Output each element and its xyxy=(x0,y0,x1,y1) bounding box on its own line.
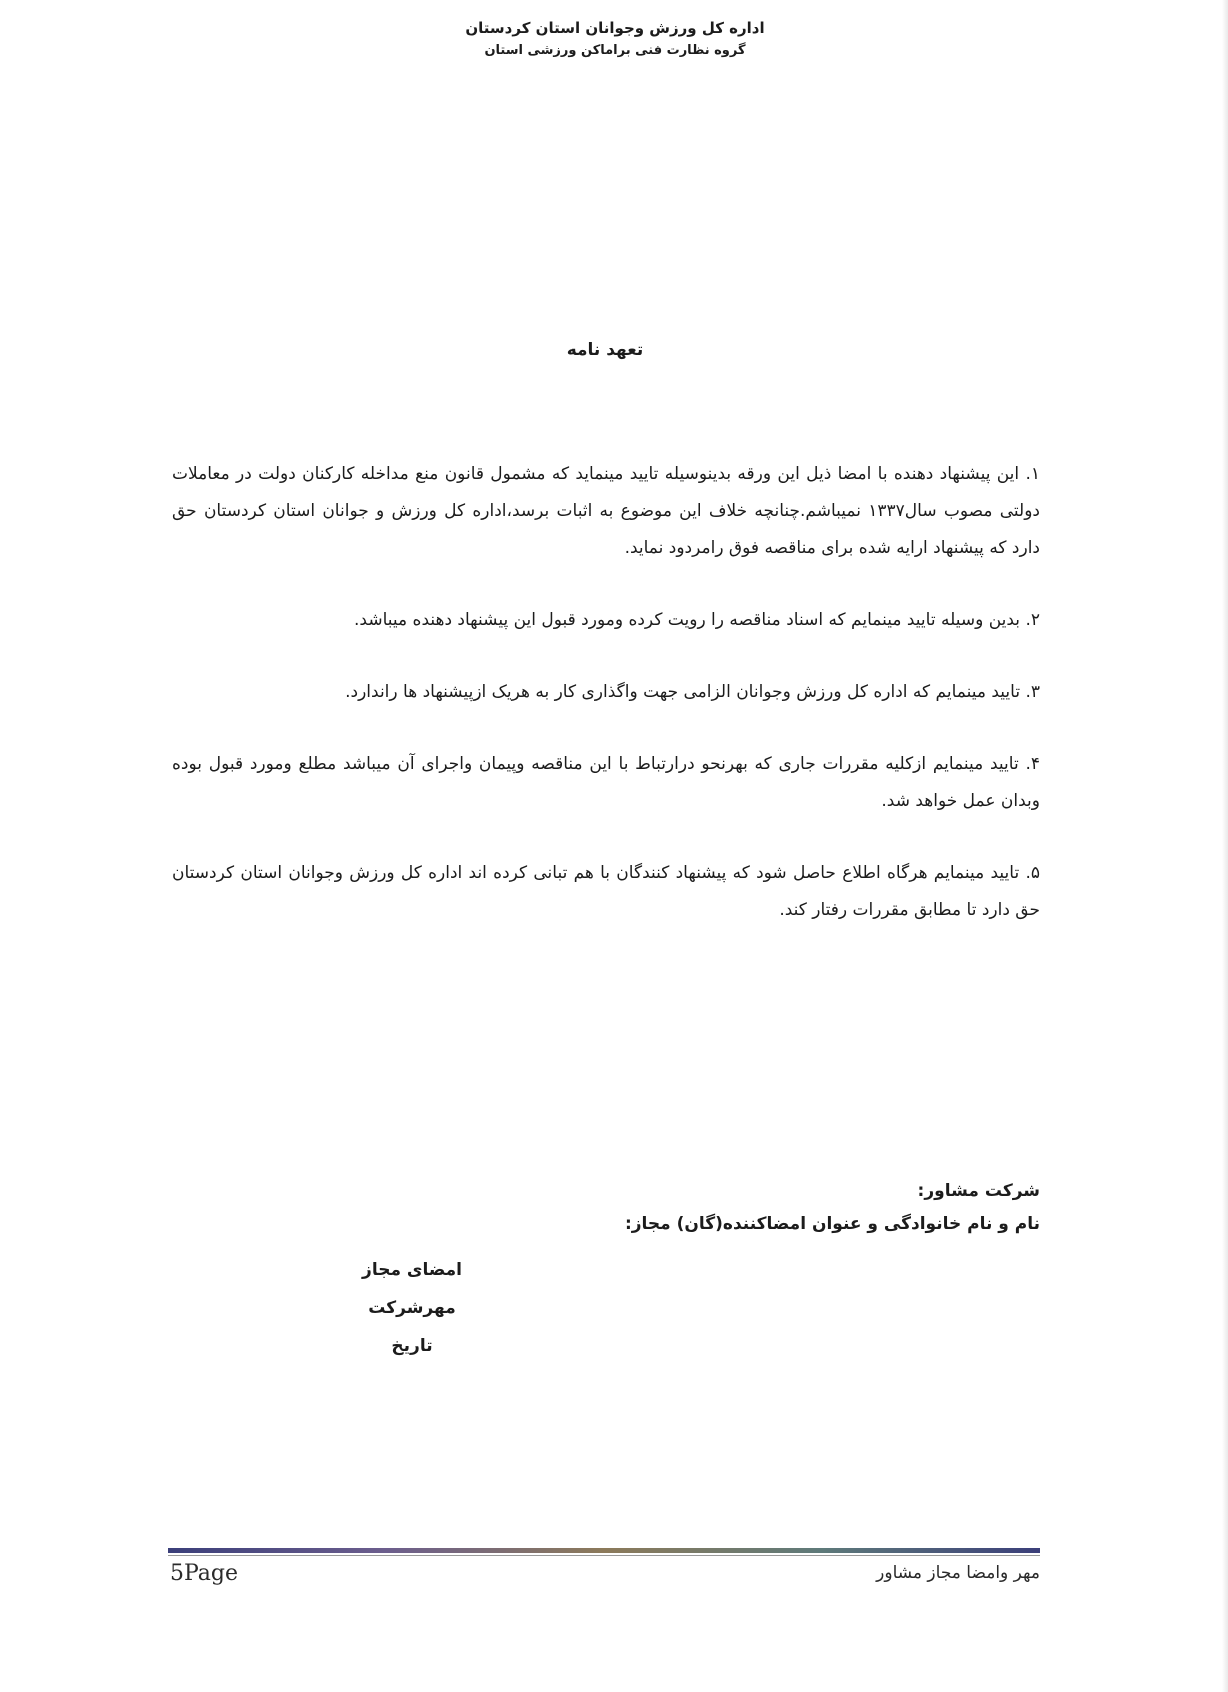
clauses-section xyxy=(172,456,1040,964)
footer-divider xyxy=(168,1548,1040,1553)
clause-2: ۲. بدین وسیله تایید مینمایم که اسناد مناقصه را رویت کرده ومورد قبول این پیشنهاد دهنده میباشد. xyxy=(354,610,1040,630)
clause-1: ۱. این پیشنهاد دهنده با امضا ذیل این ورقه بدینوسیله تایید مینماید که مشمول قانون منع مداخله کارکنان دولت در معاملات دولتی مصوب سال۱۳۳۷ نمیباشم.چنانچه خلاف این موضوع به اثبات برسد،اداره کل ورزش و جوانان استان کردستان حق دارد که پیشنهاد ارایه شده برای مناقصه فوق رامردود نماید. xyxy=(172,464,1040,558)
document-title: تعهد نامه xyxy=(566,340,644,360)
organization-name: اداره کل ورزش وجوانان استان کردستان xyxy=(465,19,765,37)
authorized-signature-label: امضای مجاز xyxy=(362,1260,462,1280)
letterhead xyxy=(330,16,900,62)
date-label: تاریخ xyxy=(391,1336,433,1356)
footer-seal-text: مهر وامضا مجاز مشاور xyxy=(876,1563,1040,1583)
footer-divider-thin xyxy=(168,1555,1040,1556)
company-label: شرکت مشاور: xyxy=(917,1181,1040,1201)
signature-section xyxy=(172,1175,1040,1365)
page-edge xyxy=(1222,0,1228,1692)
clause-4: ۴. تایید مینمایم ازکلیه مقررات جاری که بهرنحو درارتباط با این مناقصه وپیمان واجرای آن میباشد مطلع ومورد قبول بوده وبدان عمل خواهد شد. xyxy=(172,754,1040,811)
department-name: گروه نظارت فنی براماکن ورزشی استان xyxy=(484,43,746,58)
clause-5: ۵. تایید مینمایم هرگاه اطلاع حاصل شود که پیشنهاد کنندگان با هم تبانی کرده اند اداره کل ورزش وجوانان استان کردستان حق دارد تا مطابق مقررات رفتار کند. xyxy=(172,863,1040,920)
page-number: 5Page xyxy=(170,1561,239,1586)
signature-block xyxy=(162,1251,662,1365)
clause-3: ۳. تایید مینمایم که اداره کل ورزش وجوانان الزامی جهت واگذاری کار به هریک ازپیشنهاد ها راندارد. xyxy=(345,682,1040,702)
signer-label: نام و نام خانوادگی و عنوان امضاکننده(گان) مجاز: xyxy=(624,1214,1040,1234)
company-seal-label: مهرشرکت xyxy=(368,1298,456,1318)
